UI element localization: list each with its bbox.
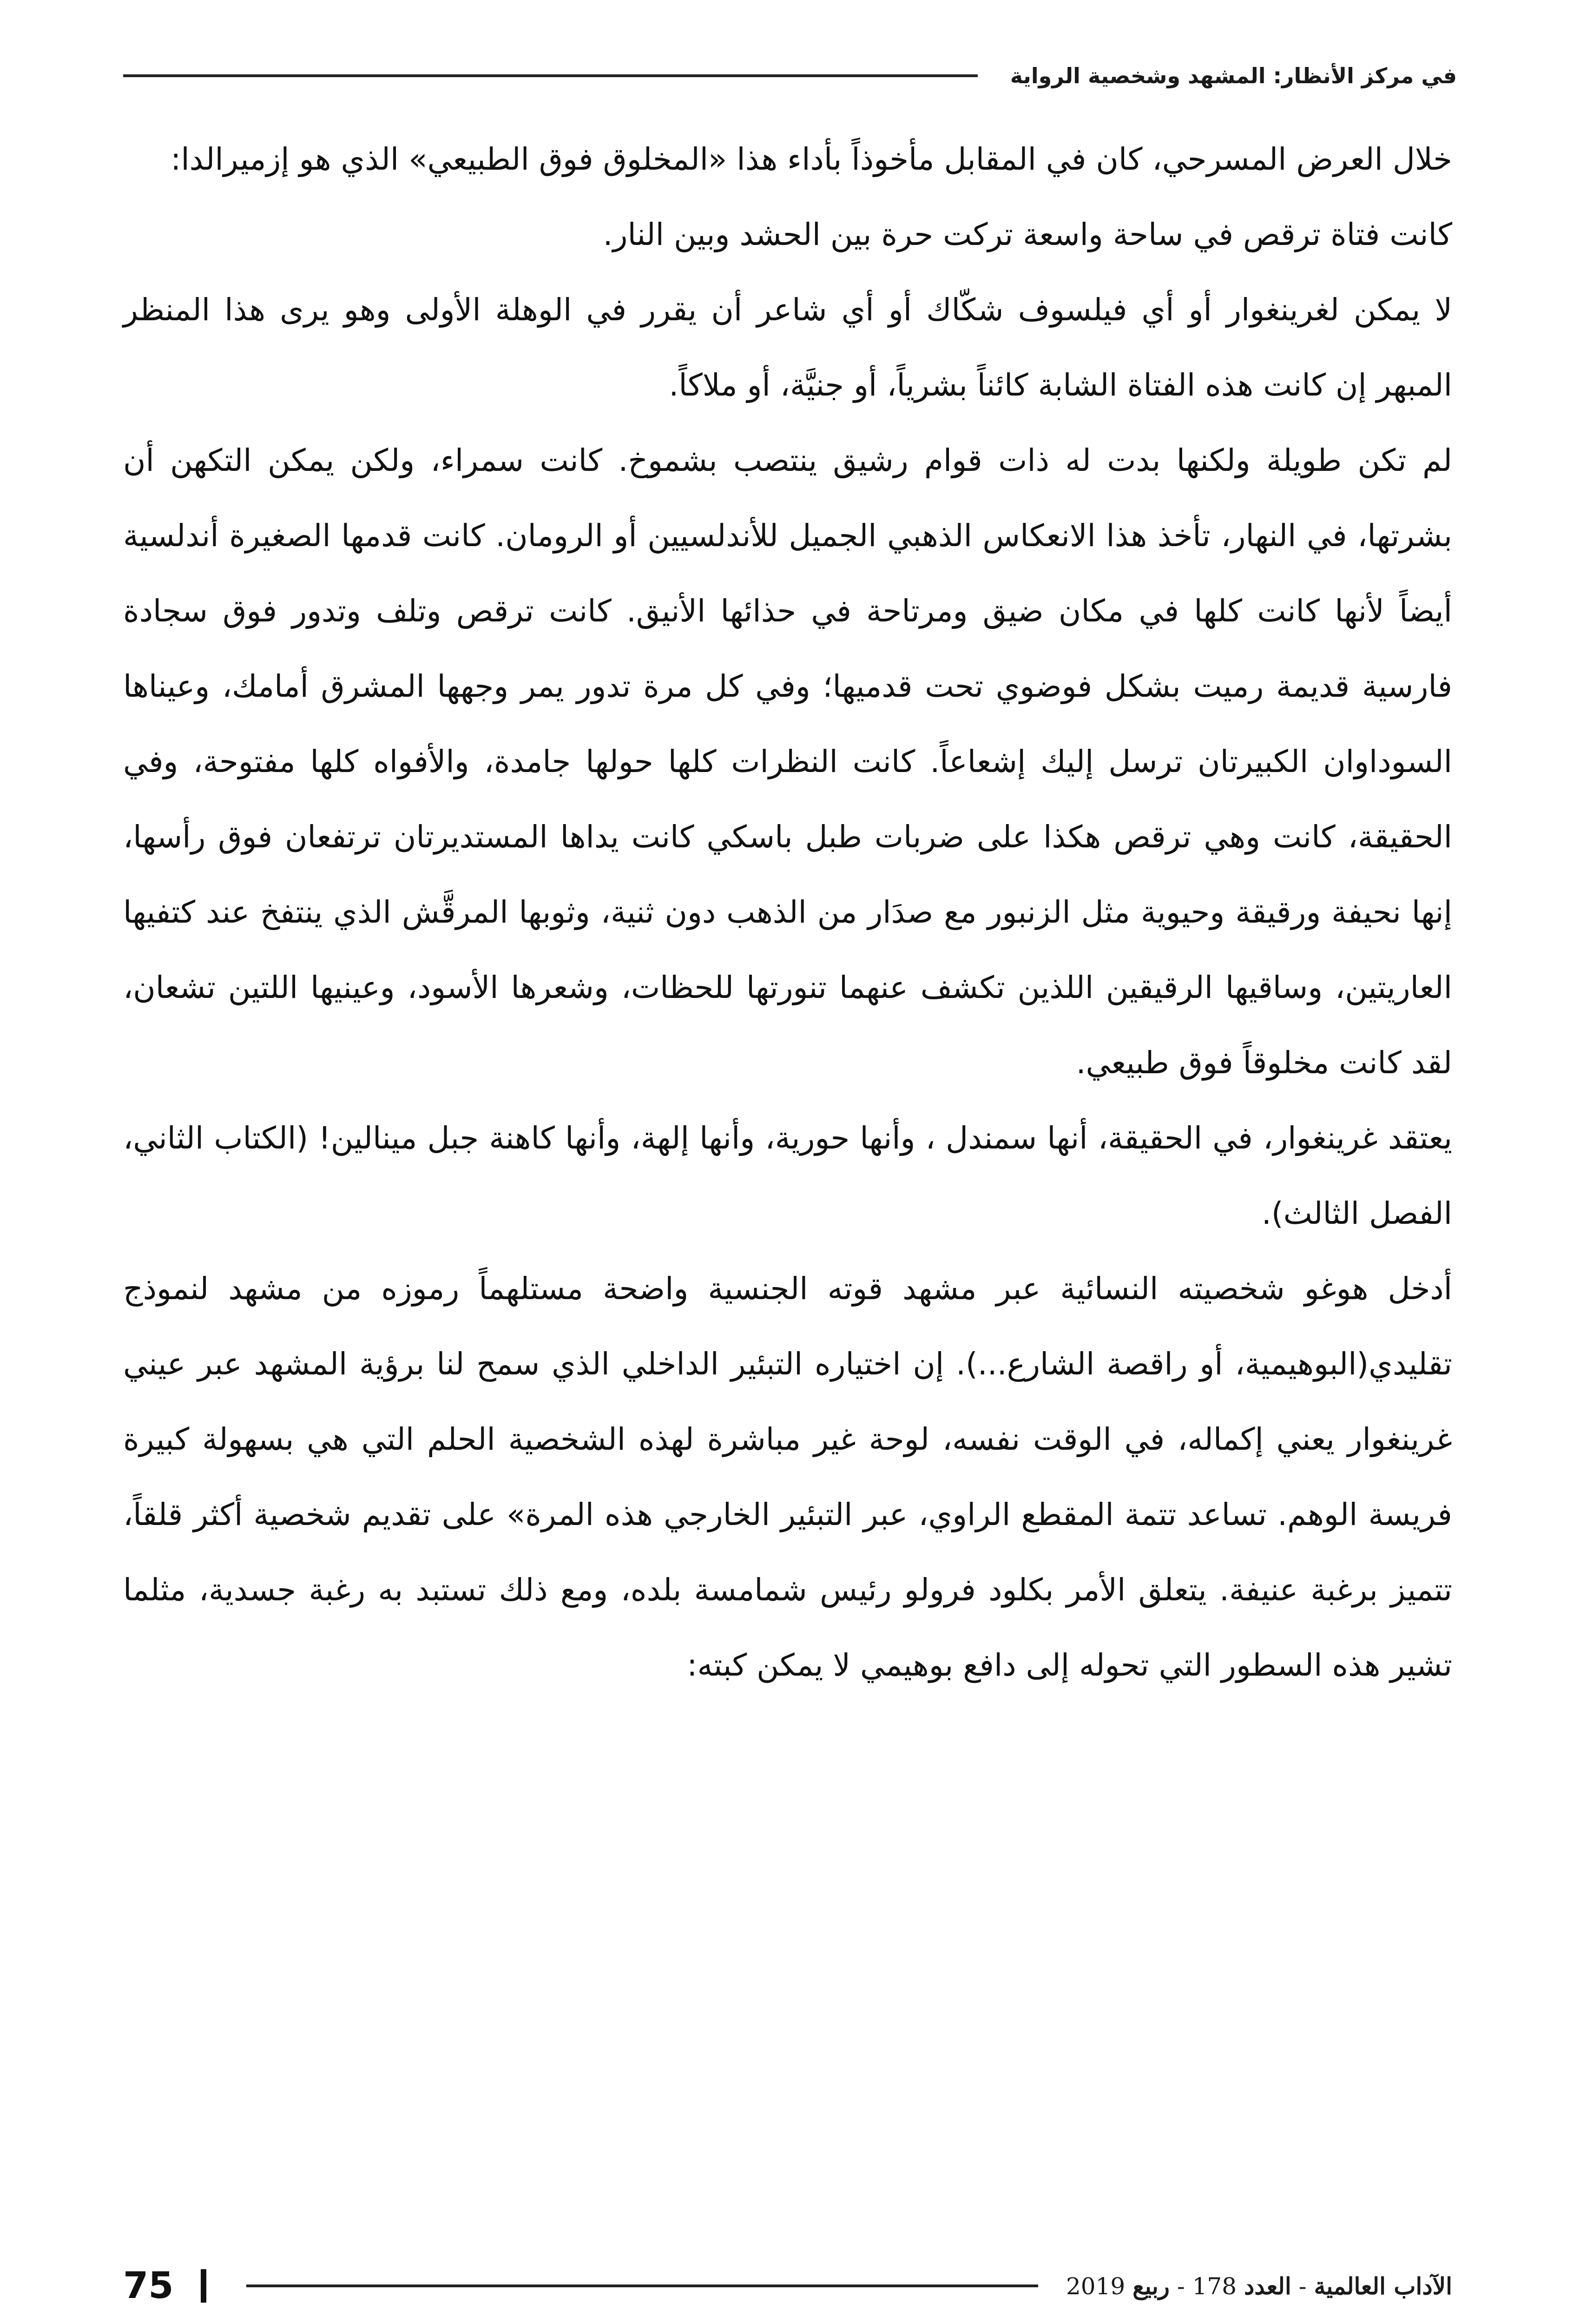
running-title: في مركز الأنظار: المشهد وشخصية الرواية [1010,63,1457,88]
season: ربيع [1132,2272,1170,2300]
page-number: 75 [123,2265,174,2307]
footer-rule [246,2284,1038,2287]
paragraph-5: يعتقد غرينغوار، في الحقيقة، أنها سمندل ، وأنها حورية، وأنها إلهة، وأنها كاهنة جبل مينالين! (الكتاب الثاني، الفصل الثالث). [123,1120,1452,1231]
paragraph-1: خلال العرض المسرحي، كان في المقابل مأخوذاً بأداء هذا «المخلوق فوق الطبيعي» الذي هو إزميرالدا: [171,141,1452,177]
paragraph-2: كانت فتاة ترقص في ساحة واسعة تركت حرة بين الحشد وبين النار. [603,217,1452,252]
running-header [123,55,1457,97]
footer [123,2263,1452,2309]
issue-label: العدد [1244,2272,1291,2300]
paragraph-4: لم تكن طويلة ولكنها بدت له ذات قوام رشيق ينتصب بشموخ. كانت سمراء، ولكن يمكن التكهن أن بشرتها، في النهار، تأخذ هذا الانعكاس الذهبي الجميل للأندلسيين أو الرومان. كانت قدمها الصغيرة أندلسية أيضاً لأنها كانت كلها في مكان ضيق ومرتاحة في حذائها الأنيق. كانت ترقص وتلف وتدور فوق سجادة فارسية قديمة رميت بشكل فوضوي تحت قدميها؛ وفي كل مرة تدور يمر وجهها المشرق أمامك، وعيناها السوداوان الكبيرتان ترسل إليك إشعاعاً. كانت النظرات كلها حولها جامدة، والأفواه كلها مفتوحة، وفي الحقيقة، كانت وهي ترقص هكذا على ضربات طبل باسكي كانت يداها المستديرتان ترتفعان فوق رأسها، إنها نحيفة ورقيقة وحيوية مثل الزنبور مع صدَار من الذهب دون ثنية، وثوبها المرقَّش الذي ينتفخ عند كتفيها العاريتين، وساقيها الرقيقين اللذين تكشف عنهما تنورتها للحظات، وشعرها الأسود، وعينيها اللتين تشعان، لقد كانت مخلوقاً فوق طبيعي. [123,442,1452,1081]
journal-name: الآداب العالمية [1314,2272,1452,2300]
citation-separator: - [1291,2272,1307,2300]
paragraph-6: أدخل هوغو شخصيته النسائية عبر مشهد قوته الجنسية واضحة مستلهماً رموزه من مشهد لنموذج تقليدي(البوهيمية، أو راقصة الشارع...). إن اختياره التبئير الداخلي الذي سمح لنا برؤية المشهد عبر عيني غرينغوار يعني إكماله، في الوقت نفسه، لوحة غير مباشرة لهذه الشخصية الحلم التي هي بسهولة كبيرة فريسة الوهم. تساعد تتمة المقطع الراوي، عبر التبئير الخارجي هذه المرة» على تقديم شخصية أكثر قلقاً، تتميز برغبة عنيفة. يتعلق الأمر بكلود فرولو رئيس شمامسة بلده، ومع ذلك تستبد به رغبة جسدية، مثلما تشير هذه السطور التي تحوله إلى دافع بوهيمي لا يمكن كبته: [123,1271,1452,1683]
footer-separator-bar [201,2269,206,2303]
paragraph-3: لا يمكن لغرينغوار أو أي فيلسوف شكّاك أو أي شاعر أن يقرر في الوهلة الأولى وهو يرى هذا المنظر المبهر إن كانت هذه الفتاة الشابة كائناً بشرياً، أو جنيَّة، أو ملاكاً. [123,292,1452,403]
year: 2019 [1066,2272,1126,2300]
journal-citation [1066,2272,1452,2300]
citation-separator: - [1169,2272,1185,2300]
header-rule [123,74,978,77]
body-text [123,122,1452,1703]
issue-number: 178 [1192,2272,1237,2300]
